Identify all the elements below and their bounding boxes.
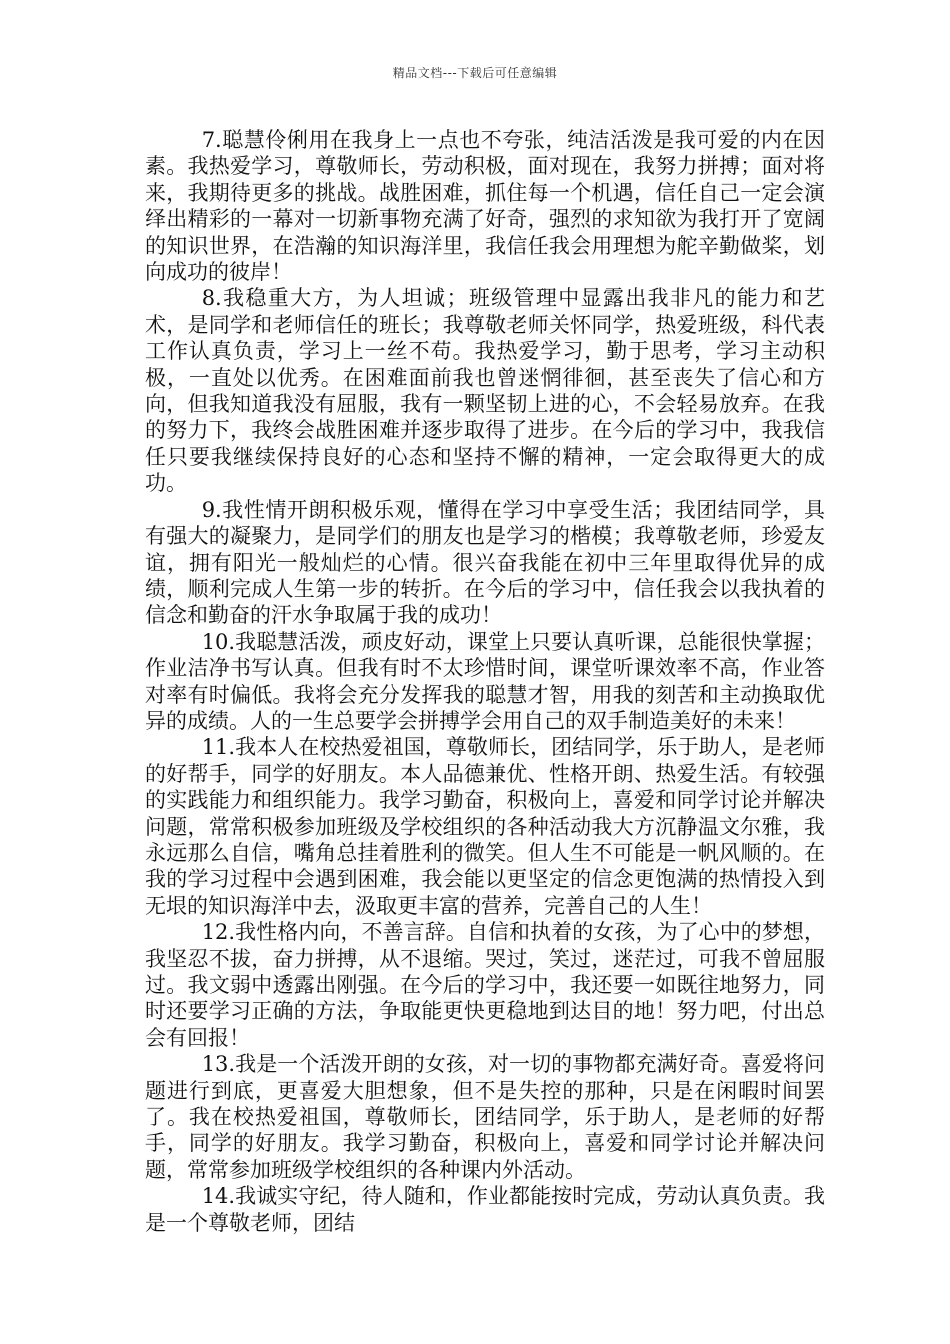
paragraph-12: 12.我性格内向，不善言辞。自信和执着的女孩，为了心中的梦想，我坚忍不拔，奋力拼搏，从不退缩。哭过，笑过，迷茫过，可我不曾屈服过。我文弱中透露出刚强。在今后的学习中，我还要一如既往地努力，同时还要学习正确的方法，争取能更快更稳地到达目的地！努力吧，付出总会有回报！: [145, 920, 825, 1050]
paragraph-8: 8.我稳重大方，为人坦诚；班级管理中显露出我非凡的能力和艺术，是同学和老师信任的班长；我尊敬老师关怀同学，热爱班级，科代表工作认真负责，学习上一丝不苟。我热爱学习，勤于思考，学习主动积极，一直处以优秀。在困难面前我也曾迷惘徘徊，甚至丧失了信心和方向，但我知道我没有屈服，我有一颗坚韧上进的心，不会轻易放弃。在我的努力下，我终会战胜困难并逐步取得了进步。在今后的学习中，我我信任只要我继续保持良好的心态和坚持不懈的精神，一定会取得更大的成功。: [145, 286, 825, 496]
paragraph-13: 13.我是一个活泼开朗的女孩，对一切的事物都充满好奇。喜爱将问题进行到底，更喜爱大胆想象，但不是失控的那种，只是在闲暇时间罢了。我在校热爱祖国，尊敬师长，团结同学，乐于助人，是老师的好帮手，同学的好朋友。我学习勤奋，积极向上，喜爱和同学讨论并解决问题，常常参加班级学校组织的各种课内外活动。: [145, 1052, 825, 1182]
paragraph-14: 14.我诚实守纪，待人随和，作业都能按时完成，劳动认真负责。我是一个尊敬老师，团结: [145, 1184, 825, 1235]
paragraph-9: 9.我性情开朗积极乐观，懂得在学习中享受生活；我团结同学，具有强大的凝聚力，是同学们的朋友也是学习的楷模；我尊敬老师，珍爱友谊，拥有阳光一般灿烂的心情。很兴奋我能在初中三年里取得优异的成绩，顺利完成人生第一步的转折。在今后的学习中，信任我会以我执着的信念和勤奋的汗水争取属于我的成功！: [145, 497, 825, 628]
paragraph-11: 11.我本人在校热爱祖国，尊敬师长，团结同学，乐于助人，是老师的好帮手，同学的好朋友。本人品德兼优、性格开朗、热爱生活。有较强的实践能力和组织能力。我学习勤奋，积极向上，喜爱和同学讨论并解决问题，常常积极参加班级及学校组织的各种活动我大方沉静温文尔雅，我永远那么自信，嘴角总挂着胜利的微笑。但人生不可能是一帆风顺的。在我的学习过程中会遇到困难，我会能以更坚定的信念更饱满的热情投入到无垠的知识海洋中去，汲取更丰富的营养，完善自己的人生！: [145, 735, 825, 918]
paragraph-7: 7.聪慧伶俐用在我身上一点也不夸张，纯洁活泼是我可爱的内在因素。我热爱学习，尊敬师长，劳动积极，面对现在，我努力拼搏；面对将来，我期待更多的挑战。战胜困难，抓住每一个机遇，信任自己一定会演绎出精彩的一幕对一切新事物充满了好奇，强烈的求知欲为我打开了宽阔的知识世界，在浩瀚的知识海洋里，我信任我会用理想为舵辛勤做桨，划向成功的彼岸！: [145, 128, 825, 285]
document-body: [145, 127, 825, 1236]
paragraph-10: 10.我聪慧活泼，顽皮好动，课堂上只要认真听课，总能很快掌握；作业洁净书写认真。但我有时不太珍惜时间，课堂听课效率不高，作业答对率有时偏低。我将会充分发挥我的聪慧才智，用我的刻苦和主动换取优异的成绩。人的一生总要学会拼搏学会用自己的双手制造美好的未来！: [145, 629, 825, 733]
page-header: 精品文档---下载后可任意编辑: [392, 66, 558, 80]
